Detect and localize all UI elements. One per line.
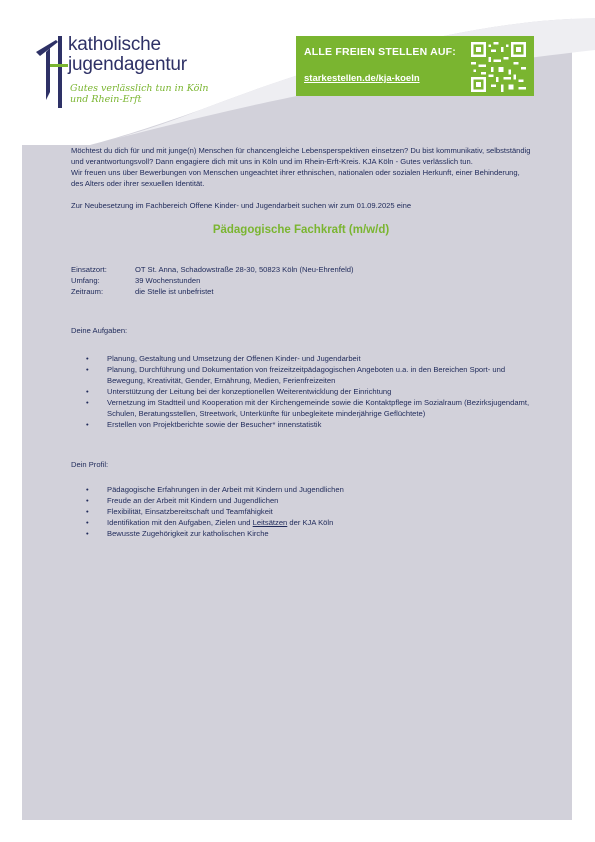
list-item: • Freude an der Arbeit mit Kindern und Jugendlichen bbox=[86, 495, 537, 506]
job-description bbox=[71, 145, 531, 539]
detail-value: die Stelle ist unbefristet bbox=[135, 287, 214, 296]
list-item: • Vernetzung im Stadtteil und Kooperation mit der Kirchengemeinde sowie die Kontaktpflege im Sozialraum (Bezirksjugendamt, Schulen, Beratungsstellen, Streetwork, Unterkünfte für unbegleitete minderjährige Geflüchtete) bbox=[86, 397, 537, 419]
details-table bbox=[71, 264, 531, 297]
intro-paragraph: Möchtest du dich für und mit junge(n) Menschen für chancengleiche Lebensperspektiven einsetzen? Du bist kommunikativ, selbstständig und verantwortungsvoll? Dann engagiere dich mit uns in Köln und im Rhein-Erft-Kreis. KJA Köln - Gutes verlässlich tun. bbox=[71, 146, 531, 166]
leitsaetze-link[interactable]: Leitsätzen bbox=[252, 518, 288, 527]
logo bbox=[30, 30, 209, 120]
list-item: • Planung, Durchführung und Dokumentation von freizeitzeitpädagogischen Angeboten u.a. in den Bereichen Sport- und Bewegung, Kreativität, Gender, Ernährung, Medien, Ferienfreizeiten bbox=[86, 364, 537, 386]
detail-row-scope bbox=[71, 275, 531, 286]
detail-key: Einsatzort: bbox=[71, 265, 107, 274]
tasks-heading: Deine Aufgaben: bbox=[71, 326, 128, 335]
list-item: • Pädagogische Erfahrungen in der Arbeit mit Kindern und Jugendlichen bbox=[86, 484, 537, 495]
tasks-list bbox=[71, 353, 531, 430]
logo-slogan: Gutes verlässlich tun in Köln und Rhein-Erft bbox=[70, 83, 209, 105]
profile-list bbox=[71, 484, 531, 539]
banner-link[interactable]: starkestellen.de/kja-koeln bbox=[304, 73, 420, 84]
job-portal-banner[interactable] bbox=[296, 36, 534, 96]
list-item: • Bewusste Zugehörigkeit zur katholischen Kirche bbox=[86, 528, 537, 539]
logo-text-line2: jugendagentur bbox=[68, 54, 187, 75]
banner-title: ALLE FREIEN STELLEN AUF: bbox=[304, 46, 456, 58]
logo-mark-icon bbox=[30, 30, 70, 110]
intro-paragraph: Wir freuen uns über Bewerbungen von Menschen ungeachtet ihrer ethnischen, nationalen oder sozialen Herkunft, einer Behinderung, des Alters oder ihrer sexuellen Identität. bbox=[71, 168, 520, 188]
list-item: • Flexibilität, Einsatzbereitschaft und Teamfähigkeit bbox=[86, 506, 537, 517]
list-item: • Erstellen von Projektberichte sowie der Besucher* innenstatistik bbox=[86, 419, 537, 430]
logo-text-line1: katholische bbox=[68, 34, 161, 55]
detail-key: Zeitraum: bbox=[71, 287, 104, 296]
detail-row-location bbox=[71, 264, 531, 275]
opening-sentence: Zur Neubesetzung im Fachbereich Offene Kinder- und Jugendarbeit suchen wir zum 01.09.2025 eine bbox=[71, 201, 412, 210]
job-title: Pädagogische Fachkraft (m/w/d) bbox=[212, 224, 390, 236]
profile-heading: Dein Profil: bbox=[71, 460, 109, 469]
detail-value: 39 Wochenstunden bbox=[135, 276, 201, 285]
list-item: • Planung, Gestaltung und Umsetzung der Offenen Kinder- und Jugendarbeit bbox=[86, 353, 537, 364]
intro-block bbox=[71, 145, 531, 189]
identification-text-end: der KJA Köln bbox=[287, 518, 334, 527]
list-item: • Unterstützung der Leitung bei der konzeptionellen Weiterentwicklung der Einrichtung bbox=[86, 386, 537, 397]
detail-row-period bbox=[71, 286, 531, 297]
list-item bbox=[86, 517, 537, 528]
identification-text: Identifikation mit den Aufgaben, Zielen und bbox=[107, 518, 253, 527]
qr-code-icon[interactable] bbox=[471, 42, 526, 92]
detail-value: OT St. Anna, Schadowstraße 28-30, 50823 Köln (Neu-Ehrenfeld) bbox=[135, 265, 354, 274]
detail-key: Umfang: bbox=[71, 276, 100, 285]
